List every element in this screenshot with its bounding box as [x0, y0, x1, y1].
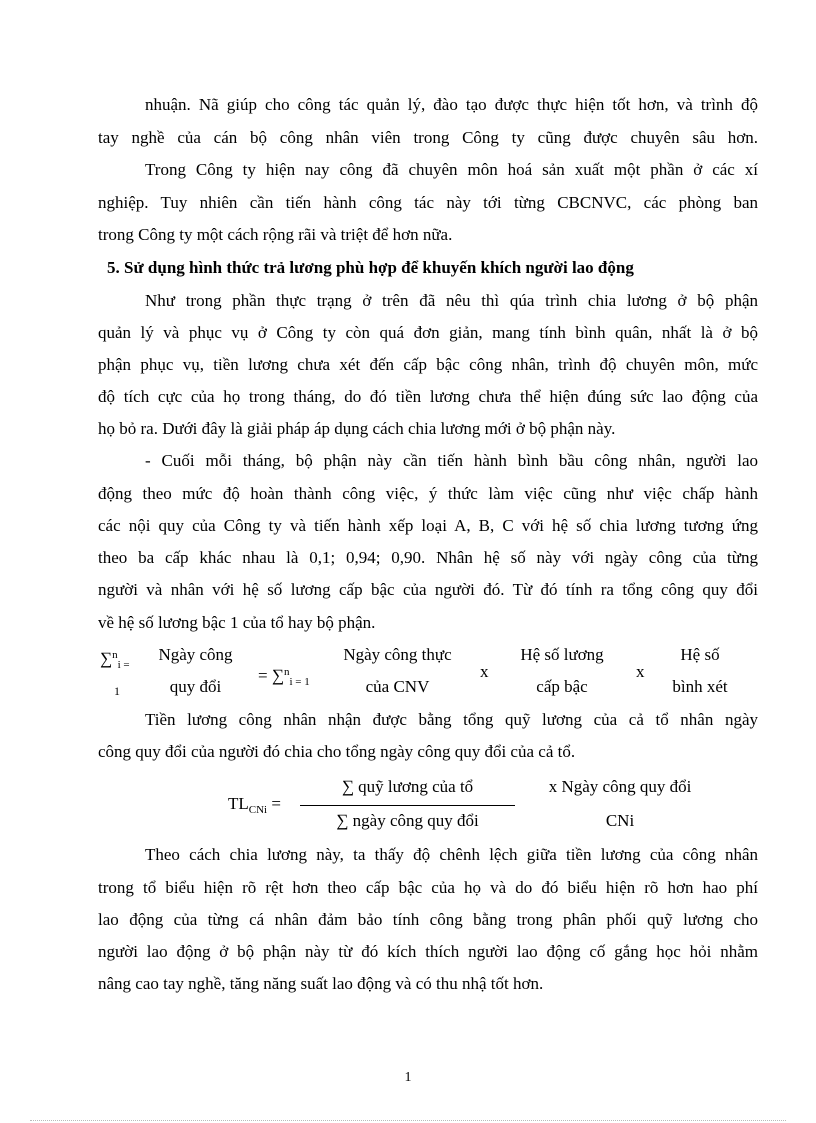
sigma-symbol: ∑$^n_{i =}$ — [100, 649, 130, 671]
paragraph-line: Theo cách chia lương này, ta thấy độ chênh lệch giữa tiền lương của công nhân — [145, 845, 758, 864]
paragraph-line: trong Công ty một cách rộng rãi và triệt để hơn nữa. — [98, 225, 453, 244]
paragraph-line: nâng cao tay nghề, tăng năng suất lao động và có thu nhậ tốt hơn. — [98, 974, 544, 993]
fraction-numerator: ∑ quỹ lương của tổ — [341, 777, 474, 796]
paragraph-line: Tiền lương công nhân nhận được bằng tổng quỹ lương của cả tổ nhân ngày — [145, 710, 758, 729]
sigma-lower-bound: 1 — [114, 684, 120, 698]
paragraph-line: các nội quy của Công ty và tiến hành xếp loại A, B, C với hệ số chia lương tương ứng — [98, 516, 758, 535]
paragraph-line: họ bỏ ra. Dưới đây là giải pháp áp dụng cách chia lương mới ở bộ phận này. — [98, 419, 616, 438]
paragraph-line: quản lý và phục vụ ở Công ty còn quá đơn giản, mang tính bình quân, nhất là ở bộ — [98, 323, 758, 342]
formula-rhs-bottom: CNi — [605, 811, 635, 830]
formula-coef-top: Hệ số lương — [520, 645, 604, 664]
formula-rating-bottom: bình xét — [672, 677, 728, 696]
paragraph-line: tay nghề của cán bộ công nhân viên trong Công ty cũng được chuyên sâu hơn. — [98, 128, 758, 147]
formula-rating-top: Hệ số — [680, 645, 720, 664]
page-bottom-border — [30, 1120, 786, 1121]
paragraph-line: lao động của từng cá nhân đảm bảo tính công bằng trong phân phối quỹ lương cho — [98, 910, 758, 929]
paragraph-line: nhuận. Nã giúp cho công tác quản lý, đào tạo được thực hiện tốt hơn, và trình độ — [145, 95, 758, 114]
formula-left-top: Ngày công — [158, 645, 233, 664]
multiply-sign: x — [480, 662, 489, 681]
paragraph-line: người lao động ở bộ phận này từ đó kích thích người lao động cố gắng học hỏi nhằm — [98, 942, 758, 961]
formula-mid-top: Ngày công thực — [343, 645, 452, 664]
section-heading: 5. Sử dụng hình thức trả lương phù hợp để khuyến khích người lao động — [107, 258, 634, 277]
paragraph-line: nghiệp. Tuy nhiên cần tiến hành công tác này tới từng CBCNVC, các phòng ban — [98, 193, 758, 212]
paragraph-line: công quy đổi của người đó chia cho tổng ngày công quy đổi của cả tổ. — [98, 742, 576, 761]
formula-coef-bottom: cấp bậc — [536, 677, 588, 696]
multiply-sign: x — [636, 662, 645, 681]
formula-rhs-top: x Ngày công quy đổi — [548, 777, 692, 796]
paragraph-line: người và nhân với hệ số lương cấp bậc của người đó. Từ đó tính ra tổng công quy đổi — [98, 580, 758, 599]
paragraph-line: Trong Công ty hiện nay công đã chuyên môn hoá sản xuất một phần ở các xí — [145, 160, 758, 179]
paragraph-line: theo ba cấp khác nhau là 0,1; 0,94; 0,90. Nhân hệ số này với ngày công của từng — [98, 548, 758, 567]
page-number: 1 — [404, 1070, 412, 1085]
paragraph-line: Như trong phần thực trạng ở trên đã nêu thì qúa trình chia lương ở bộ phận — [145, 291, 758, 310]
formula-lhs: $TL_{CNi}$ = — [228, 794, 281, 816]
paragraph-line: - Cuối mỗi tháng, bộ phận này cần tiến hành bình bầu công nhân, người lao — [145, 451, 758, 470]
formula-left-bottom: quy đổi — [169, 677, 222, 696]
paragraph-line: trong tổ biểu hiện rõ rệt hơn theo cấp bậc của họ và do đó biểu hiện rõ hơn hao phí — [98, 878, 758, 897]
paragraph-line: phận phục vụ, tiền lương chưa xét đến cấp bậc công nhân, trình độ chuyên môn, mức — [98, 355, 758, 374]
paragraph-line: độ tích cực của họ trong tháng, do đó tiền lương chưa thể hiện đúng sức lao động của — [98, 387, 758, 406]
formula-mid-bottom: của CNV — [365, 677, 430, 696]
paragraph-line: về hệ số lương bậc 1 của tổ hay bộ phận. — [98, 613, 376, 632]
fraction-denominator: ∑ ngày công quy đổi — [336, 811, 479, 830]
equals-sigma: = ∑$^n_{i = 1}$ — [258, 666, 310, 688]
fraction-bar — [300, 805, 515, 806]
paragraph-line: động theo mức độ hoàn thành công việc, ý thức làm việc cũng như việc chấp hành — [98, 484, 758, 503]
